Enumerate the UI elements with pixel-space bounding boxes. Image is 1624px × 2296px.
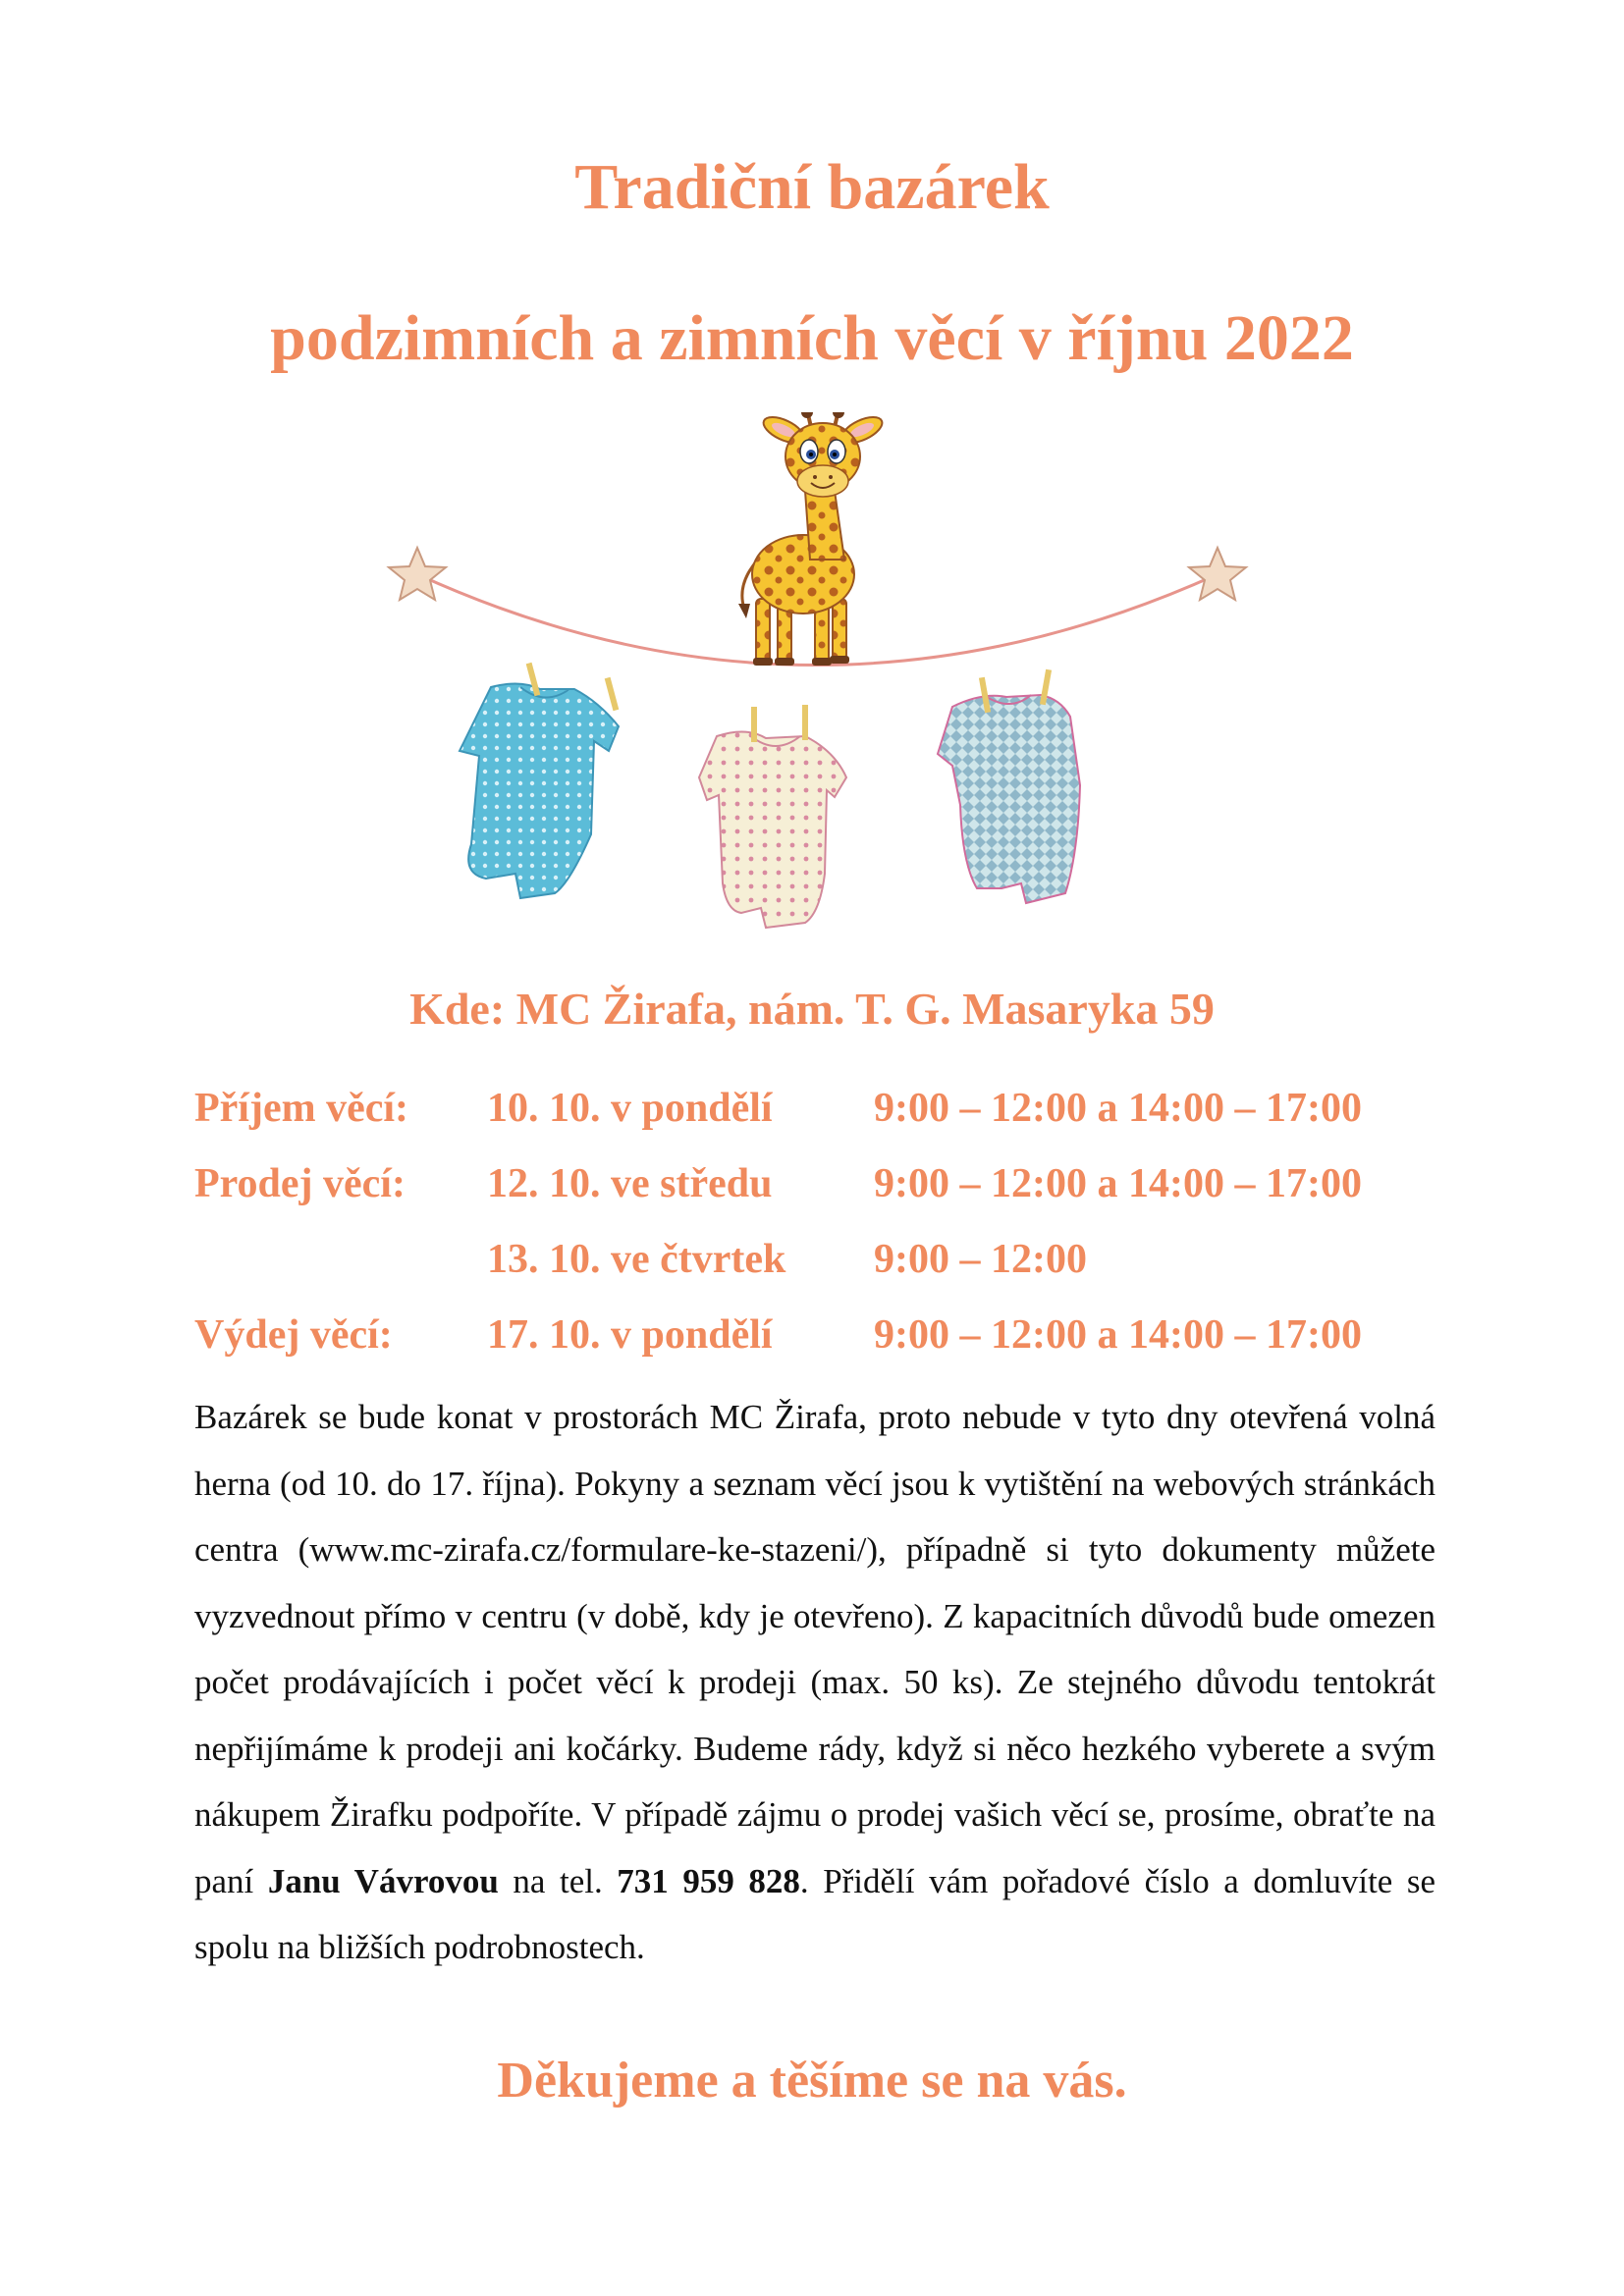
schedule-label: Výdej věcí: [194,1312,393,1358]
thanks-line: Děkujeme a těšíme se na vás. [497,2053,1127,2109]
schedule-label: Prodej věcí: [194,1161,406,1206]
clothesline-illustration [373,412,1257,962]
schedule-row [194,1239,1471,1314]
star-icon [389,548,446,600]
body-text-part-2: na tel. [513,1861,603,1900]
schedule-date: 10. 10. v pondělí [487,1086,773,1131]
baby-bodysuit-icon [460,663,619,898]
body-text-part-3: . Přidělí vám pořadové číslo a domluvíte se spolu na bližších podrobnostech. [194,1861,1436,1966]
schedule-row [194,1088,1471,1163]
title-line-1: Tradiční bazárek [574,151,1050,223]
schedule-row [194,1163,1471,1239]
schedule-date: 17. 10. v pondělí [487,1312,773,1358]
baby-bodysuit-icon [938,669,1080,903]
giraffe-icon [738,412,886,666]
schedule-row [194,1314,1471,1390]
body-paragraph [194,1384,1435,1981]
schedule-date: 12. 10. ve středu [487,1161,773,1206]
title-line-2: podzimních a zimních věcí v říjnu 2022 [270,302,1354,374]
schedule-time: 9:00 – 12:00 a 14:00 – 17:00 [874,1086,1362,1131]
contact-name: Janu Vávrovou [267,1861,499,1900]
schedule-label: Příjem věcí: [194,1086,409,1131]
schedule-time: 9:00 – 12:00 a 14:00 – 17:00 [874,1161,1362,1206]
schedule-time: 9:00 – 12:00 [874,1237,1087,1282]
schedule-time: 9:00 – 12:00 a 14:00 – 17:00 [874,1312,1362,1358]
body-text-part-1: Bazárek se bude konat v prostorách MC Žirafa, proto nebude v tyto dny otevřená volná herna (od 10. do 17. října). Pokyny a seznam věcí jsou k vytištění na webových stránkách centra (www.mc-zirafa.cz/formulare-ke-stazeni/), případně si tyto dokumenty můžete vyzvednout přímo v centru (v době, kdy je otevřeno). Z kapacitních důvodů bude omezen počet prodávajících i počet věcí k prodeji (max. 50 ks). Ze stejného důvodu tentokrát nepřijímáme k prodeji ani kočárky. Budeme rády, když si něco hezkého vyberete a svým nákupem Žirafku podpoříte. V případě zájmu o prodej vašich věcí se, prosíme, obraťte na paní [194,1398,1435,1900]
star-icon [1189,548,1246,600]
contact-phone: 731 959 828 [617,1861,800,1900]
baby-bodysuit-icon [699,705,846,928]
location-line: Kde: MC Žirafa, nám. T. G. Masaryka 59 [409,984,1215,1034]
schedule-date: 13. 10. ve čtvrtek [487,1237,786,1282]
schedule-table [194,1088,1471,1390]
